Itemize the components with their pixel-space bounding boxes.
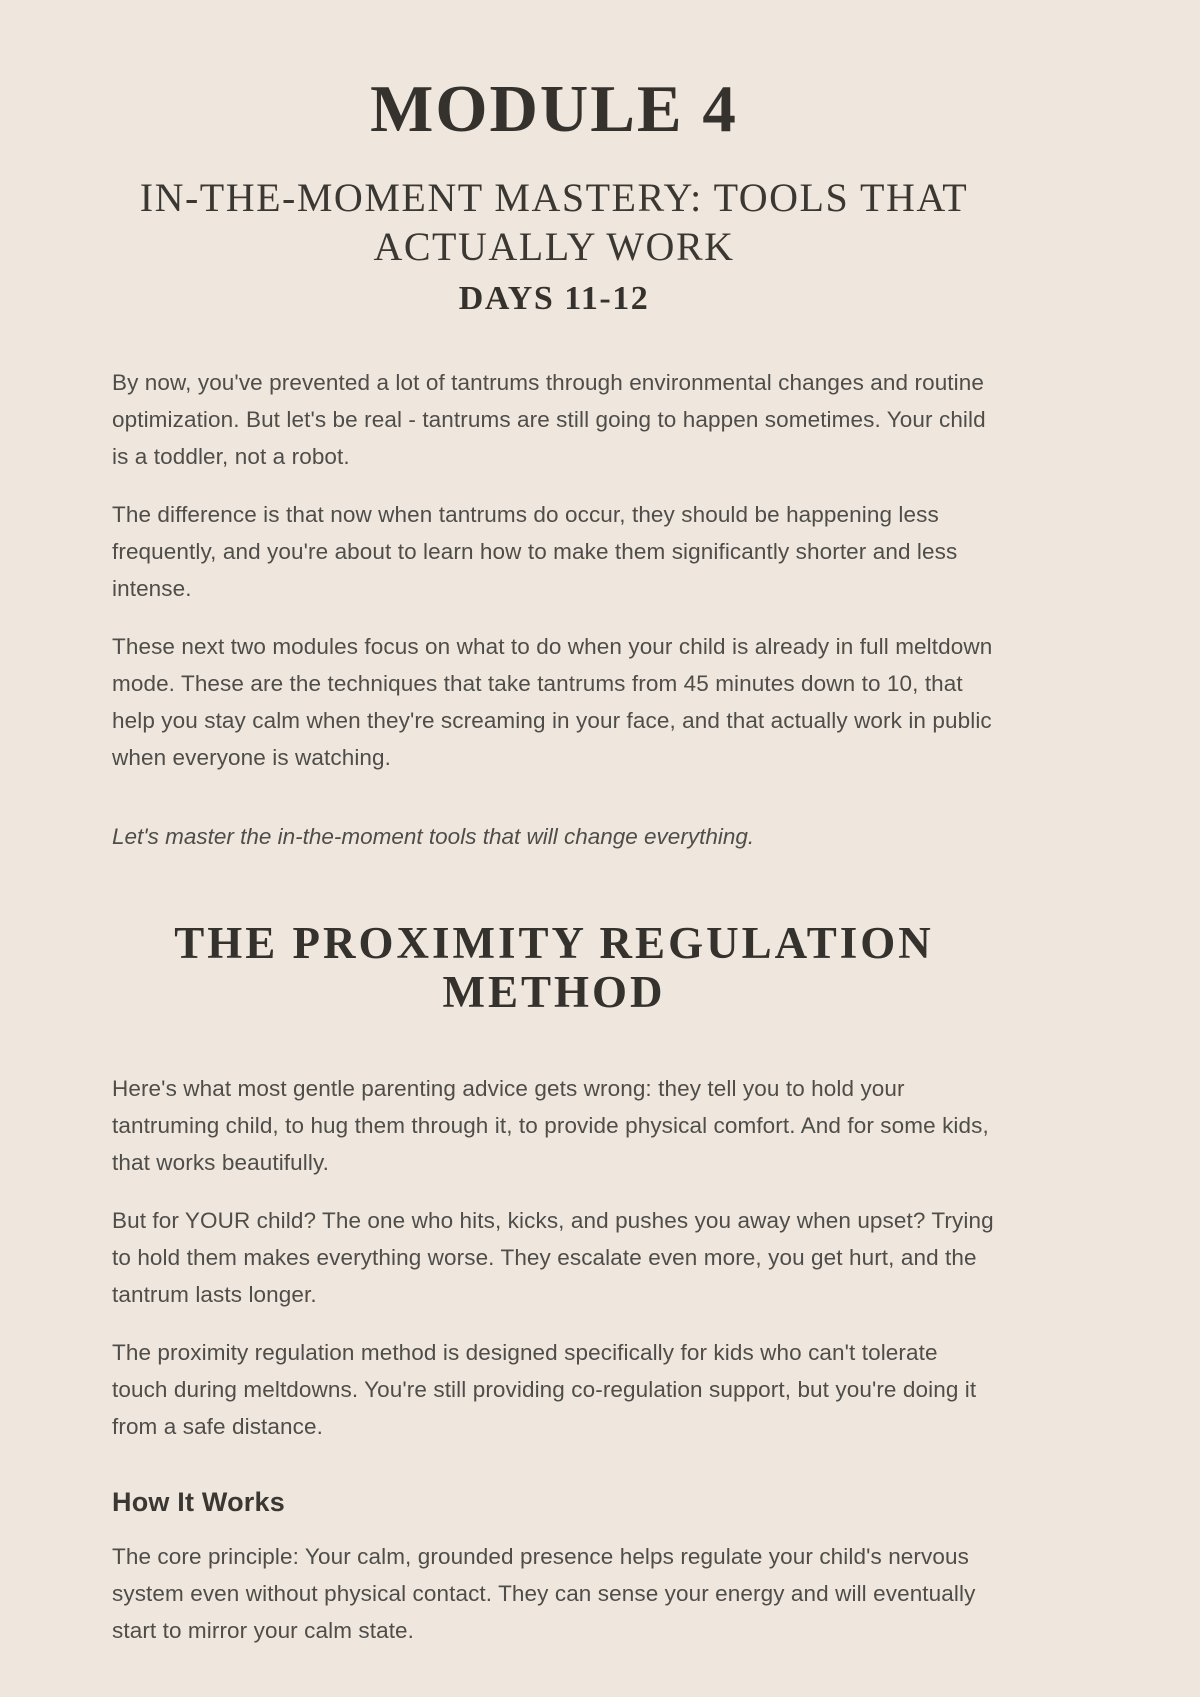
subsection-heading: How It Works [112,1486,285,1517]
section-paragraph: Here's what most gentle parenting advice gets wrong: they tell you to hold your tantruming child, to hug them through it, to provide physical comfort. And for some kids, that works beautifully. [112,1075,989,1175]
subsection-body [112,1538,996,1649]
subsection-paragraph: The core principle: Your calm, grounded presence helps regulate your child's nervous system even without physical contact. They can sense your energy and will eventually start to mirror your calm state. [112,1543,976,1643]
intro-paragraph: These next two modules focus on what to do when your child is already in full meltdown mode. These are the techniques that take tantrums from 45 minutes down to 10, that help you stay calm when they're screaming in your face, and that actually work in public when everyone is watching. [112,633,993,770]
section-heading: THE PROXIMITY REGULATION METHOD [174,917,934,1018]
module-subtitle: IN-THE-MOMENT MASTERY: TOOLS THAT ACTUALLY WORK [139,175,969,270]
intro-paragraph: The difference is that now when tantrums do occur, they should be happening less frequently, and you're about to learn how to make them significantly shorter and less intense. [112,501,958,601]
content-column [112,0,996,1649]
intro-section [112,364,996,776]
section-paragraph: But for YOUR child? The one who hits, kicks, and pushes you away when upset? Trying to hold them makes everything worse. They escalate even more, you get hurt, and the tantrum lasts longer. [112,1207,994,1307]
emphasis-note: Let's master the in-the-moment tools that will change everything. [112,823,755,849]
intro-paragraph: By now, you've prevented a lot of tantrums through environmental changes and routine optimization. But let's be real - tantrums are still going to happen sometimes. Your child is a toddler, not a robot. [112,369,986,469]
section-paragraph: The proximity regulation method is designed specifically for kids who can't tolerate touch during meltdowns. You're still providing co-regulation support, but you're doing it from a safe distance. [112,1339,977,1439]
module-title: MODULE 4 [370,72,738,146]
section-body [112,1070,996,1445]
doc-header [112,0,996,318]
module-days-label: DAYS 11-12 [458,279,650,317]
